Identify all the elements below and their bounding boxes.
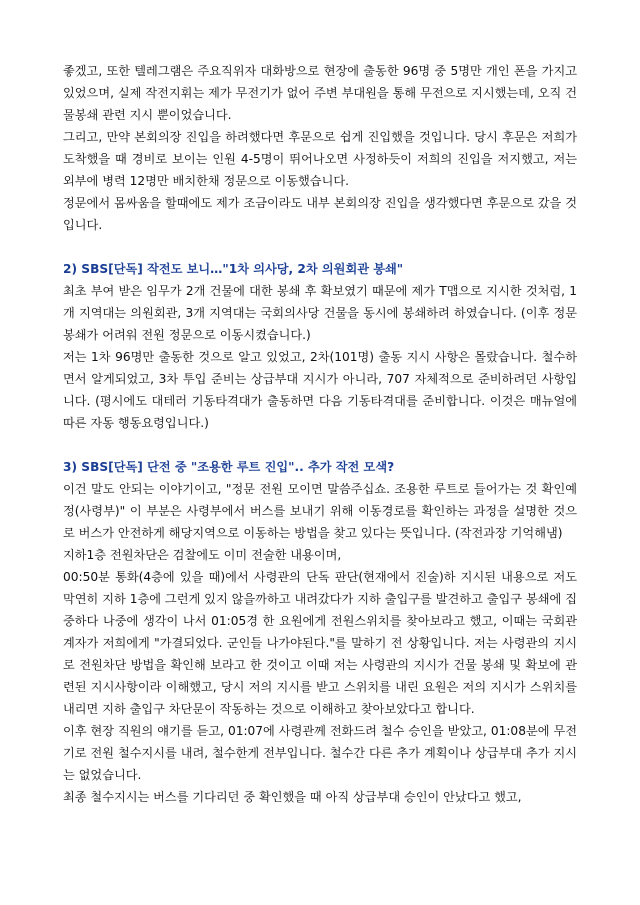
paragraph: 그리고, 만약 본회의장 진입을 하려했다면 후문으로 쉽게 진입했을 것입니다. 당시 후문은 저희가 도착했을 때 경비로 보이는 인원 4-5명이 뛰어나오면 사정하듯이 저희의 진입을 저지했고, 저는 외부에 병력 12명만 배치한채 정문으로 이동했습니다. bbox=[63, 130, 577, 188]
paragraph: 00:50분 통화(4층에 있을 때)에서 사령관의 단독 판단(현재에서 진술)하 지시된 내용으로 저도 막연히 지하 1층에 그런게 있지 않을까하고 내려갔다가 지하 출입구를 발견하고 출입구 봉쇄에 집중하다 나중에 생각이 나서 01:05경 한 요원에게 전원스위치를 찾아보라고 했고, 이때는 국회관계자가 저희에게 "가결되었다. 군인들 나가야된다."를 말하기 전 상황입니다. 저는 사령관의 지시로 전원차단 방법을 확인해 보라고 한 것이고 이때 저는 사령관의 지시가 건물 봉쇄 및 확보에 관련된 지시사항이라 이해했고, 당시 저의 지시를 받고 스위치를 내린 요원은 저의 지시가 스위치를 내리면 지하 출입구 차단문이 작동하는 것으로 이해하고 찾아보았다고 합니다. bbox=[63, 570, 577, 716]
section-2 bbox=[63, 258, 577, 434]
paragraph: 정문에서 몸싸움을 할때에도 제가 조금이라도 내부 본회의장 진입을 생각했다면 후문으로 갔을 것입니다. bbox=[63, 196, 577, 232]
paragraph: 저는 1차 96명만 출동한 것으로 알고 있었고, 2차(101명) 출동 지시 사항은 몰랐습니다. 철수하면서 알게되었고, 3차 투입 준비는 상급부대 지시가 아니라, 707 자체적으로 준비하려던 사항입니다. (평시에도 대테러 기동타격대가 출동하면 다음 기동타격대를 준비합니다. 이것은 매뉴얼에 따른 자동 행동요령입니다.) bbox=[63, 350, 577, 430]
paragraph: 좋겠고, 또한 텔레그램은 주요직위자 대화방으로 현장에 출동한 96명 중 5명만 개인 폰을 가지고 있었으며, 실제 작전지휘는 제가 무전기가 없어 주변 부대원을 통해 무전으로 지시했는데, 오직 건물봉쇄 관련 지시 뿐이었습니다. bbox=[63, 64, 577, 122]
section-heading: 2) SBS[단독] 작전도 보니…"1차 의사당, 2차 의원회관 봉쇄" bbox=[63, 262, 404, 276]
intro-block bbox=[63, 60, 577, 236]
paragraph: 최초 부여 받은 임무가 2개 건물에 대한 봉쇄 후 확보였기 때문에 제가 T맵으로 지시한 것처럼, 1개 지역대는 의원회관, 3개 지역대는 국회의사당 건물을 동시에 봉쇄하려 하였습니다. (이후 정문 봉쇄가 어려워 전원 정문으로 이동시켰습니다.) bbox=[63, 284, 577, 342]
paragraph: 이건 말도 안되는 이야기이고, "정문 전원 모이면 말씀주십쇼. 조용한 루트로 들어가는 것 확인예정(사령부)" 이 부분은 사령부에서 버스를 보내기 위해 이동경로를 확인하는 과정을 설명한 것으로 버스가 안전하게 해당지역으로 이동하는 방법을 찾고 있다는 뜻입니다. (작전과장 기억해냄) bbox=[63, 482, 577, 540]
paragraph: 이후 현장 직원의 얘기를 듣고, 01:07에 사령관께 전화드려 철수 승인을 받았고, 01:08분에 무전기로 전원 철수지시를 내려, 철수한게 전부입니다. 철수간 다른 추가 계획이나 상급부대 추가 지시는 없었습니다. bbox=[63, 724, 577, 782]
paragraph: 지하1층 전원차단은 검찰에도 이미 전술한 내용이며, bbox=[63, 548, 342, 562]
paragraph: 최종 철수지시는 버스를 기다리던 중 확인했을 때 아직 상급부대 승인이 안났다고 했고, bbox=[63, 790, 522, 804]
section-3 bbox=[63, 456, 577, 808]
section-heading: 3) SBS[단독] 단전 중 "조용한 루트 진입".. 추가 작전 모색? bbox=[63, 460, 395, 474]
